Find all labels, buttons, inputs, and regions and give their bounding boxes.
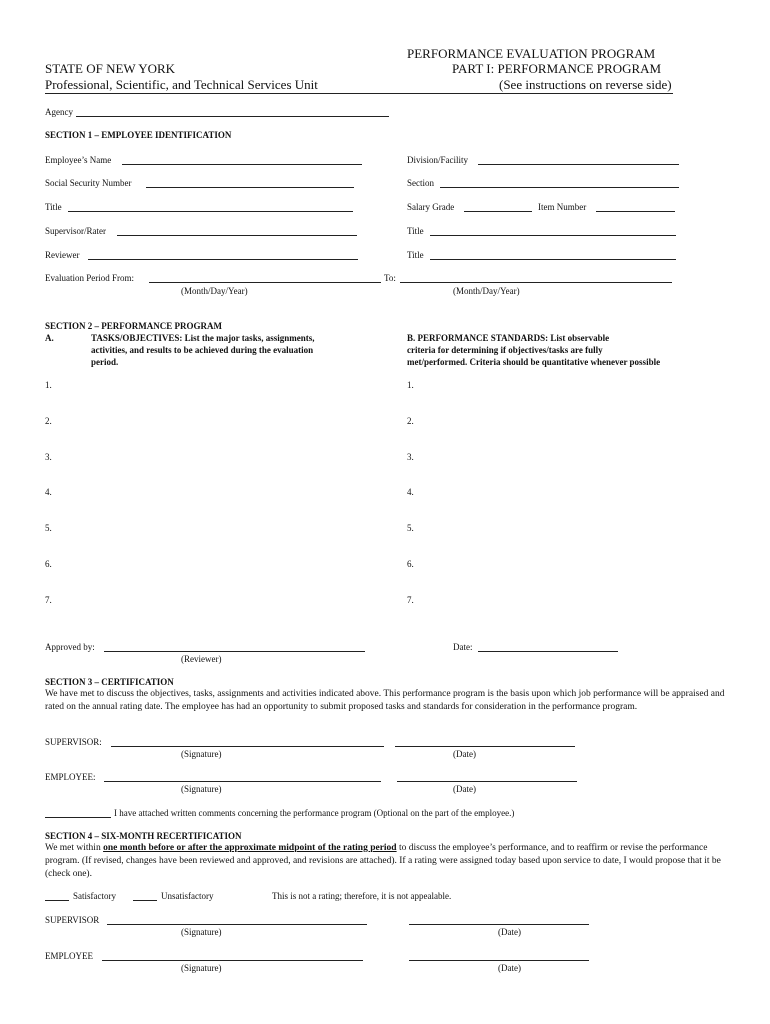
employee-recert-label: EMPLOYEE: [45, 951, 93, 961]
approved-by-field[interactable]: [104, 651, 365, 652]
section-field[interactable]: [440, 187, 679, 188]
supervisor-cert-label: SUPERVISOR:: [45, 737, 102, 747]
task-number: 1.: [45, 380, 52, 390]
unit-name: Professional, Scientific, and Technical Services Unit: [45, 77, 318, 92]
not-rating-note: This is not a rating; therefore, it is not appealable.: [272, 891, 452, 901]
section-label: Section: [407, 178, 434, 188]
reviewer-hint: (Reviewer): [181, 654, 222, 664]
title-field[interactable]: [68, 211, 353, 212]
standard-number: 5.: [407, 523, 414, 533]
date-hint-from: (Month/Day/Year): [181, 286, 248, 296]
satisfactory-check-line[interactable]: [45, 900, 69, 901]
approved-date-label: Date:: [453, 642, 473, 652]
unsatisfactory-label: Unsatisfactory: [161, 891, 214, 901]
approved-by-label: Approved by:: [45, 642, 95, 652]
standard-number: 7.: [407, 595, 414, 605]
item-number-field[interactable]: [596, 211, 675, 212]
tasks-heading-line2: activities, and results to be achieved during the evaluation: [91, 345, 314, 355]
recert-text-emphasis: one month before or after the approximate midpoint of the rating period: [103, 843, 397, 853]
date-hint: (Date): [498, 963, 521, 973]
task-number: 5.: [45, 523, 52, 533]
instructions-note: (See instructions on reverse side): [499, 77, 672, 92]
supervisor-title-label: Title: [407, 226, 424, 236]
approved-date-field[interactable]: [478, 651, 618, 652]
header-rule: [45, 93, 673, 94]
period-from-field[interactable]: [149, 282, 381, 283]
supervisor-recert-date-field[interactable]: [409, 924, 589, 925]
signature-hint: (Signature): [181, 963, 222, 973]
standards-heading-line1: B. PERFORMANCE STANDARDS: List observable: [407, 333, 610, 343]
state-name: STATE OF NEW YORK: [45, 61, 176, 76]
date-hint-to: (Month/Day/Year): [453, 286, 520, 296]
supervisor-signature-field[interactable]: [111, 746, 384, 747]
tasks-heading-line1: TASKS/OBJECTIVES: List the major tasks, assignments,: [91, 333, 315, 343]
period-from-label: Evaluation Period From:: [45, 273, 134, 283]
recert-text-post: to discuss the employee’s performance, and to reaffirm or revise the performance program. (If revised, changes have been reviewed and approved, and revisions are attached). If a rating were assigned today based upon service to date, I would propose that it be (check one).: [45, 843, 721, 879]
ssn-field[interactable]: [146, 187, 354, 188]
title-label: Title: [45, 202, 62, 212]
part-title: PART I: PERFORMANCE PROGRAM: [452, 61, 662, 76]
comments-text: I have attached written comments concerning the performance program (Optional on the part of the employee.): [114, 808, 515, 818]
standard-number: 4.: [407, 487, 414, 497]
task-number: 6.: [45, 559, 52, 569]
period-to-field[interactable]: [400, 282, 672, 283]
signature-hint: (Signature): [181, 749, 222, 759]
date-hint: (Date): [498, 927, 521, 937]
standard-number: 1.: [407, 380, 414, 390]
comments-checkbox-line[interactable]: [45, 817, 111, 818]
salary-grade-label: Salary Grade: [407, 202, 455, 212]
recertification-text: [45, 842, 725, 881]
satisfactory-label: Satisfactory: [73, 891, 116, 901]
signature-hint: (Signature): [181, 927, 222, 937]
employee-cert-label: EMPLOYEE:: [45, 772, 96, 782]
section2-title: SECTION 2 – PERFORMANCE PROGRAM: [45, 321, 222, 331]
task-number: 2.: [45, 416, 52, 426]
agency-field[interactable]: [76, 116, 389, 117]
supervisor-title-field[interactable]: [430, 235, 676, 236]
employee-recert-signature-field[interactable]: [102, 960, 363, 961]
ssn-label: Social Security Number: [45, 178, 132, 188]
division-label: Division/Facility: [407, 155, 469, 165]
standard-number: 2.: [407, 416, 414, 426]
program-title: PERFORMANCE EVALUATION PROGRAM: [407, 46, 656, 61]
date-hint: (Date): [453, 784, 476, 794]
employee-signature-field[interactable]: [104, 781, 381, 782]
recert-text-pre: We met within: [45, 843, 104, 853]
standards-heading-line2: criteria for determining if objectives/tasks are fully: [407, 345, 603, 355]
employee-date-field[interactable]: [397, 781, 577, 782]
standard-number: 3.: [407, 452, 414, 462]
salary-grade-field[interactable]: [464, 211, 532, 212]
supervisor-recert-label: SUPERVISOR: [45, 915, 100, 925]
certification-text: We have met to discuss the objectives, tasks, assignments and activities indicated above. This performance program is the basis upon which job performance will be appraised and rated on the annual rating date. The employee has had an opportunity to submit proposed tasks and standards for consideration in the performance program.: [45, 689, 725, 712]
unsatisfactory-check-line[interactable]: [133, 900, 157, 901]
signature-hint: (Signature): [181, 784, 222, 794]
reviewer-label: Reviewer: [45, 250, 80, 260]
reviewer-title-label: Title: [407, 250, 424, 260]
reviewer-title-field[interactable]: [430, 259, 676, 260]
employee-recert-date-field[interactable]: [409, 960, 589, 961]
section2-a-letter: A.: [45, 333, 54, 343]
supervisor-label: Supervisor/Rater: [45, 226, 106, 236]
section4-title: SECTION 4 – SIX-MONTH RECERTIFICATION: [45, 831, 242, 841]
task-number: 3.: [45, 452, 52, 462]
period-to-label: To:: [384, 273, 396, 283]
section3-title: SECTION 3 – CERTIFICATION: [45, 677, 174, 687]
agency-label: Agency: [45, 107, 73, 117]
item-number-label: Item Number: [538, 202, 587, 212]
supervisor-field[interactable]: [117, 235, 357, 236]
task-number: 4.: [45, 487, 52, 497]
section1-title: SECTION 1 – EMPLOYEE IDENTIFICATION: [45, 130, 232, 140]
supervisor-date-field[interactable]: [395, 746, 575, 747]
employee-name-field[interactable]: [122, 164, 362, 165]
employee-name-label: Employee’s Name: [45, 155, 112, 165]
supervisor-recert-signature-field[interactable]: [107, 924, 367, 925]
standard-number: 6.: [407, 559, 414, 569]
task-number: 7.: [45, 595, 52, 605]
date-hint: (Date): [453, 749, 476, 759]
standards-heading-line3: met/performed. Criteria should be quantitative whenever possible: [407, 357, 661, 367]
reviewer-field[interactable]: [88, 259, 358, 260]
division-field[interactable]: [478, 164, 679, 165]
tasks-heading-line3: period.: [91, 357, 119, 367]
